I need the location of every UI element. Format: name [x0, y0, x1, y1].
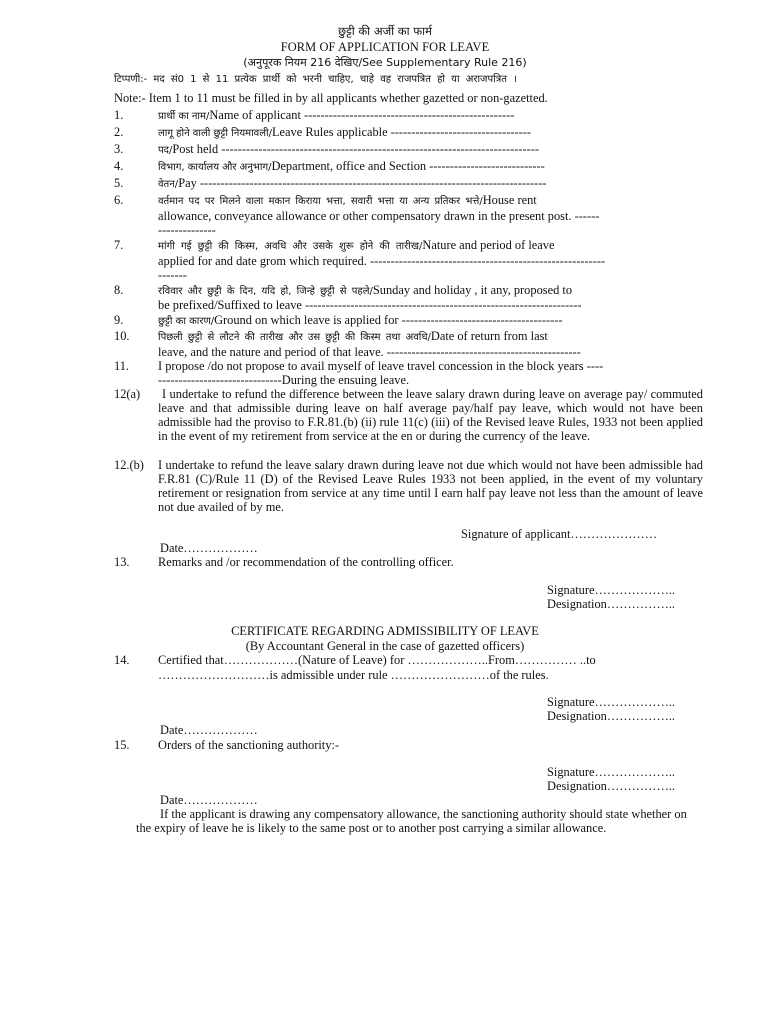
item-label-english: Department, office and Section ---------------------------- [271, 159, 545, 173]
form-subtitle: (अनुपूरक नियम 216 देखिए/See Supplementary Rule 216) [243, 56, 527, 69]
item-label-hindi: रविवार और छुट्टी के दिन, यदि हो, जिन्हे छुट्टी से पहले/ [158, 286, 373, 297]
item-label-hindi: छुट्टी का कारण/ [158, 316, 215, 327]
form-title-hindi: छुट्टी की अर्जी का फार्म [338, 24, 432, 38]
item-label-hindi: प्रार्थी का नाम/ [158, 111, 210, 122]
item-date-of-return [158, 329, 548, 345]
date-field: Date……………… [160, 793, 258, 807]
item-allowances [158, 193, 537, 209]
item-continuation: -------------- [158, 223, 216, 237]
item-number: 6. [114, 193, 124, 207]
designation-field: Designation…………….. [547, 779, 676, 793]
certified-line: Certified that………………(Nature of Leave) for ………………..From…………… ..to [158, 653, 596, 667]
item-number: 2. [114, 125, 124, 139]
certificate-subtitle: (By Accountant General in the case of gazetted officers) [245, 639, 525, 653]
signature-field: Signature……………….. [547, 583, 676, 597]
item-label-english: Post held ----------------------------------------------------------------------------- [172, 142, 539, 156]
item-number: 15. [114, 738, 130, 752]
designation-field: Designation…………….. [547, 709, 676, 723]
item-number: 9. [114, 313, 124, 327]
item-label-hindi: लागू होने वाली छुट्टी नियमावली/ [158, 128, 272, 139]
item-continuation: applied for and date grom which required. --------------------------------------------------------- [158, 254, 606, 268]
item-holidays [158, 283, 572, 299]
item-number: 1. [114, 108, 124, 122]
footer-note: If the applicant is drawing any compensatory allowance, the sanctioning authority should state whether on the expiry of leave he is likely to the same post or to another post carrying a similar allowance. [136, 807, 687, 835]
signature-of-applicant: Signature of applicant………………… [461, 527, 658, 541]
item-label-english: Leave Rules applicable ---------------------------------- [271, 125, 531, 139]
item-number: 4. [114, 159, 124, 173]
signature-field: Signature……………….. [547, 695, 676, 709]
item-nature-of-leave [158, 238, 554, 254]
item-department [158, 159, 545, 175]
item-ground-of-leave [158, 313, 563, 329]
item-label-hindi: विभाग, कार्यालय और अनुभाग/ [158, 162, 272, 173]
item-name-of-applicant [158, 108, 514, 124]
item-label-english: Ground on which leave is applied for --------------------------------------- [214, 313, 563, 327]
item-leave-rules [158, 125, 531, 141]
item-continuation: leave, and the nature and period of that leave. ----------------------------------------------- [158, 345, 581, 359]
item-number: 7. [114, 238, 124, 252]
item-number: 8. [114, 283, 124, 297]
item-continuation: ------------------------------During the ensuing leave. [158, 373, 410, 387]
item-number: 12.(b) [114, 458, 144, 472]
item-leave-travel-concession: I propose /do not propose to avail myself of leave travel concession in the block years ---- [158, 359, 604, 373]
item-label-english: House rent [482, 193, 537, 207]
item-post-held [158, 142, 539, 158]
designation-field: Designation…………….. [547, 597, 676, 611]
item-label-hindi: मांगी गई छुट्टी की किस्म, अवधि और उसके शुरू होने की तारीख/ [158, 241, 423, 252]
item-number: 10. [114, 329, 130, 343]
undertaking-12a: I undertake to refund the difference between the leave salary drawn during leave on average pay/ commuted leave and that admissible during leave on half average pay/half pay leave, which would not have been admissible had the proviso to F.R.81.(b) (ii) rule 11(c) (iii) of the Revised leave Rules, 1933 not been applied in the event of my retirement from service at the en or during the currency of the leave. [158, 387, 703, 443]
item-continuation: allowance, conveyance allowance or other compensatory drawn in the present post. ------ [158, 209, 600, 223]
item-number: 12(a) [114, 387, 141, 401]
item-label-english: Date of return from last [430, 329, 548, 343]
item-label-english: Nature and period of leave [422, 238, 555, 252]
item-controlling-officer-remarks: Remarks and /or recommendation of the controlling officer. [158, 555, 454, 569]
item-number: 3. [114, 142, 124, 156]
item-label-hindi: पिछली छुट्टी से लौटने की तारीख और उस छुट्टी की किस्म तथा अवधि/ [158, 332, 431, 343]
date-field: Date……………… [160, 541, 258, 555]
form-title: FORM OF APPLICATION FOR LEAVE [280, 40, 490, 54]
item-sanctioning-orders: Orders of the sanctioning authority:- [158, 738, 339, 752]
item-number: 5. [114, 176, 124, 190]
item-number: 11. [114, 359, 130, 373]
item-number: 14. [114, 653, 130, 667]
certificate-title: CERTIFICATE REGARDING ADMISSIBILITY OF LEAVE [231, 624, 539, 638]
note-english: Note:- Item 1 to 11 must be filled in by all applicants whether gazetted or non-gazetted. [114, 91, 548, 105]
item-label-english: Name of applicant --------------------------------------------------- [209, 108, 515, 122]
undertaking-12b: I undertake to refund the leave salary drawn during leave not due which would not have been admissible had F.R.81 (C)/Rule 11 (D) of the Revised Leave Rules 1933 not been applied, in the event of my voluntary retirement or resignation from service at any time until I earn half pay leave not less than the amount of leave not due availed of by me. [158, 458, 703, 514]
item-continuation: ------- [158, 268, 187, 282]
item-label-hindi: पद/ [158, 145, 173, 156]
item-label-hindi: वेतन/ [158, 179, 179, 190]
item-continuation: be prefixed/Suffixed to leave ------------------------------------------------------------------- [158, 298, 582, 312]
admissible-line: ………………………is admissible under rule ……………………of the rules. [158, 668, 549, 682]
date-field: Date……………… [160, 723, 258, 737]
item-label-english: Sunday and holiday , it any, proposed to [372, 283, 573, 297]
item-label-english: Pay ------------------------------------------------------------------------------------ [178, 176, 547, 190]
item-number: 13. [114, 555, 130, 569]
note-hindi: टिप्पणी:- मद सं0 1 से 11 प्रत्येक प्रार्थी को भरनी चाहिए, चाहे वह राजपत्रित हो या अराजपत्रित । [114, 74, 517, 85]
item-label-hindi: वर्तमान पद पर मिलने वाला मकान किराया भत्ता, सवारी भत्ता या अन्य प्रतिकर भत्ते/ [158, 196, 483, 207]
signature-field: Signature……………….. [547, 765, 676, 779]
item-pay [158, 176, 546, 192]
